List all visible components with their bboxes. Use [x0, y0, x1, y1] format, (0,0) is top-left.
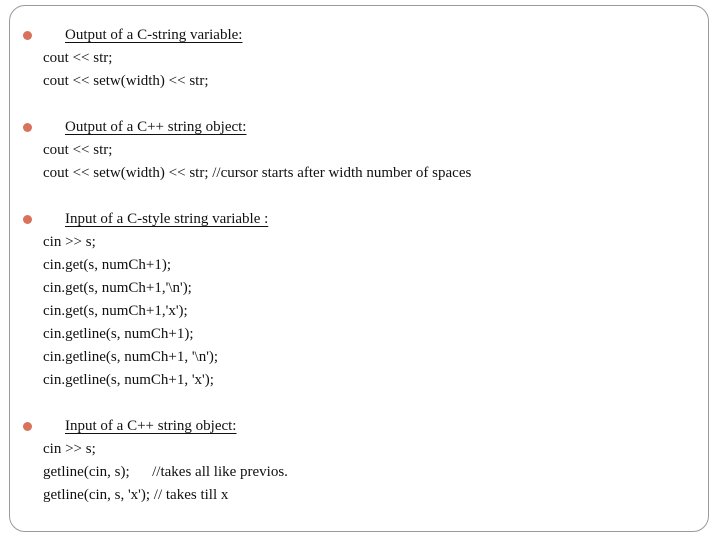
- section-output-cpp-string: [43, 116, 703, 185]
- code-line: cin.getline(s, numCh+1, 'x');: [43, 372, 214, 388]
- heading-text: Output of a C++ string object:: [65, 119, 247, 135]
- code-line: cout << setw(width) << str; //cursor starts after width number of spaces: [43, 165, 472, 181]
- bullet-icon: [23, 422, 32, 431]
- code-line: cin.get(s, numCh+1);: [43, 257, 172, 273]
- code-line: cin.get(s, numCh+1,'\n');: [43, 280, 192, 296]
- section-heading: [43, 208, 703, 231]
- heading-text: Input of a C-style string variable :: [65, 211, 269, 227]
- code-line: cout << setw(width) << str;: [43, 73, 209, 89]
- heading-text: Output of a C-string variable:: [65, 27, 243, 43]
- section-heading: [43, 24, 703, 47]
- code-line: getline(cin, s, 'x'); // takes till x: [43, 487, 229, 503]
- code-line: cout << str;: [43, 50, 113, 66]
- code-line: cin.getline(s, numCh+1);: [43, 326, 194, 342]
- code-line: cin.get(s, numCh+1,'x');: [43, 303, 188, 319]
- code-line: getline(cin, s); //takes all like previos.: [43, 464, 288, 480]
- code-line: cin.getline(s, numCh+1, '\n');: [43, 349, 219, 365]
- bullet-icon: [23, 31, 32, 40]
- code-line: cout << str;: [43, 142, 113, 158]
- section-input-cpp-string: [43, 415, 703, 507]
- heading-text: Input of a C++ string object:: [65, 418, 237, 434]
- bullet-icon: [23, 123, 32, 132]
- section-output-cstring: [43, 24, 703, 93]
- section-heading: [43, 415, 703, 438]
- code-line: cin >> s;: [43, 234, 96, 250]
- section-heading: [43, 116, 703, 139]
- code-line: cin >> s;: [43, 441, 96, 457]
- section-input-cstring: [43, 208, 703, 392]
- slide-content: [43, 24, 703, 507]
- bullet-icon: [23, 215, 32, 224]
